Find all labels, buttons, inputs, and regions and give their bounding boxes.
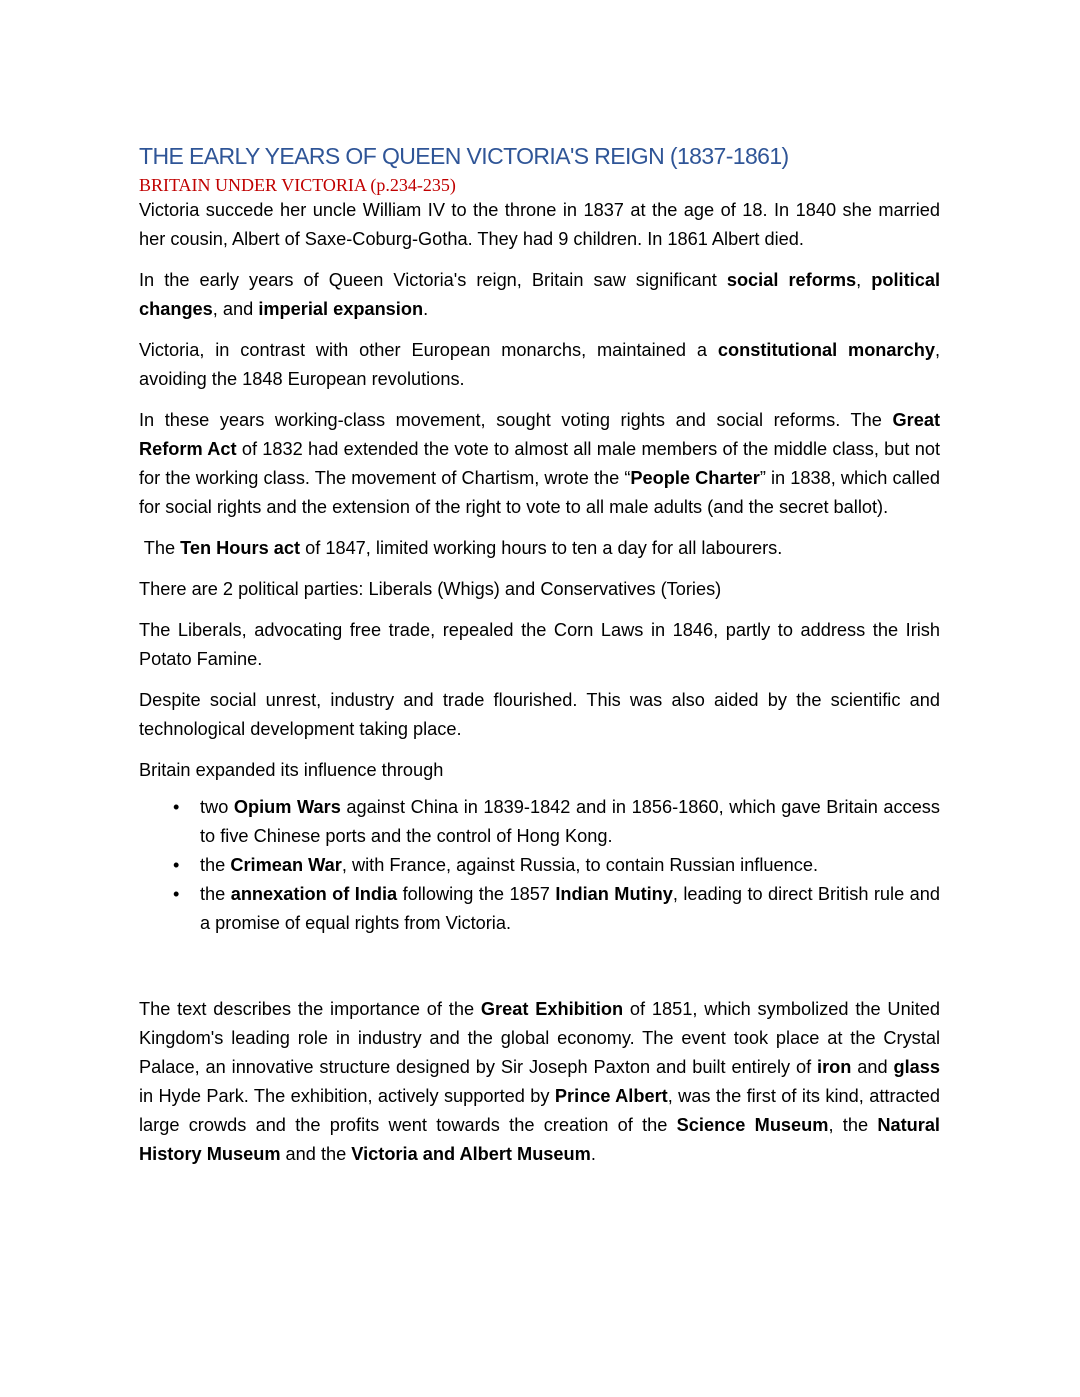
bold-term: Ten Hours act bbox=[180, 538, 301, 558]
paragraph-industry: Despite social unrest, industry and trade flourished. This was also aided by the scientific and technological development taking place. bbox=[139, 690, 940, 739]
bold-term: Natural History Museum bbox=[139, 1115, 940, 1164]
spacer bbox=[139, 938, 940, 995]
paragraph-succession: Victoria succede her uncle William IV to the throne in 1837 at the age of 18. In 1840 she married her cousin, Albert of Saxe-Coburg-Gotha. They had 9 children. In 1861 Albert died. bbox=[139, 200, 940, 249]
bullet-icon: • bbox=[173, 797, 180, 817]
bullet-list bbox=[139, 793, 940, 938]
bold-term: political changes bbox=[139, 270, 940, 319]
list-item: • two Opium Wars against China in 1839-1842 and in 1856-1860, which gave Britain access to five Chinese ports and the control of Hong Kong. bbox=[200, 793, 940, 851]
list-item: • the annexation of India following the 1857 Indian Mutiny, leading to direct British rule and a promise of equal rights from Victoria. bbox=[200, 880, 940, 938]
bullet-icon: • bbox=[173, 884, 180, 904]
bold-term: Crimean War bbox=[230, 855, 342, 875]
bold-term: Indian Mutiny bbox=[555, 884, 673, 904]
paragraph-liberals: The Liberals, advocating free trade, repealed the Corn Laws in 1846, partly to address the Irish Potato Famine. bbox=[139, 620, 940, 669]
bold-term: People Charter bbox=[630, 468, 760, 488]
paragraph-ten-hours: The Ten Hours act of 1847, limited working hours to ten a day for all labourers. bbox=[139, 538, 783, 558]
paragraph-early-years: In the early years of Queen Victoria's reign, Britain saw significant social reforms, political changes, and imperial expansion. bbox=[139, 270, 940, 319]
bold-term: Opium Wars bbox=[233, 797, 341, 817]
bold-term: glass bbox=[893, 1057, 940, 1077]
bold-term: Victoria and Albert Museum bbox=[351, 1144, 591, 1164]
bullet-icon: • bbox=[173, 855, 180, 875]
bold-term: Great Reform Act bbox=[139, 410, 940, 459]
bold-term: annexation of India bbox=[230, 884, 398, 904]
bold-term: imperial expansion bbox=[258, 299, 424, 319]
paragraph-expansion-intro: Britain expanded its influence through bbox=[139, 760, 444, 780]
list-item: • the Crimean War, with France, against Russia, to contain Russian influence. bbox=[200, 851, 940, 880]
bold-term: constitutional monarchy bbox=[717, 340, 935, 360]
paragraph-great-exhibition: The text describes the importance of the Great Exhibition of 1851, which symbolized the United Kingdom's leading role in industry and the global economy. The event took place at the Crystal Palace, an innovative structure designed by Sir Joseph Paxton and built entirely of iron and glass in Hyde Park. The exhibition, actively supported by Prince Albert, was the first of its kind, attracted large crowds and the profits went towards the creation of the Science Museum, the Natural History Museum and the Victoria and Albert Museum. bbox=[139, 999, 941, 1164]
bold-term: Science Museum bbox=[676, 1115, 829, 1135]
section-subtitle: BRITAIN UNDER VICTORIA (p.234-235) bbox=[139, 175, 456, 195]
document-title: THE EARLY YEARS OF QUEEN VICTORIA'S REIGN (1837-1861) bbox=[139, 143, 789, 169]
document-page bbox=[139, 140, 940, 1181]
paragraph-parties: There are 2 political parties: Liberals (Whigs) and Conservatives (Tories) bbox=[139, 579, 722, 599]
bold-term: Prince Albert bbox=[554, 1086, 668, 1106]
bold-term: iron bbox=[817, 1057, 852, 1077]
bold-term: social reforms bbox=[726, 270, 857, 290]
bold-term: Great Exhibition bbox=[480, 999, 624, 1019]
paragraph-monarchy: Victoria, in contrast with other European monarchs, maintained a constitutional monarchy, avoiding the 1848 European revolutions. bbox=[139, 340, 941, 389]
paragraph-reform: In these years working-class movement, sought voting rights and social reforms. The Great Reform Act of 1832 had extended the vote to almost all male members of the middle class, but not for the working class. The movement of Chartism, wrote the “People Charter” in 1838, which called for social rights and the extension of the right to vote to all male adults (and the secret ballot). bbox=[139, 410, 940, 517]
